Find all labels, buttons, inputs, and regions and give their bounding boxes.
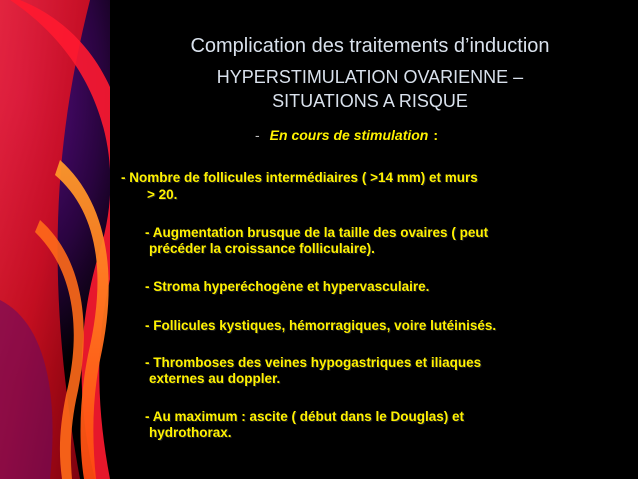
title-line-1: Complication des traitements d’induction [190, 35, 550, 57]
bullet-thrombosis-line1: - Thromboses des veines hypogastriques et iliaques [145, 355, 482, 370]
subheading-colon: : [433, 127, 439, 143]
bullet-ascites-line2: hydrothorax. [149, 425, 232, 440]
bullet-ovary-size-line1: - Augmentation brusque de la taille des ovaires ( peut [145, 225, 489, 240]
bullet-stroma: - Stroma hyperéchogène et hypervasculaire. [145, 279, 430, 294]
bullet-ovary-size-line2: précéder la croissance folliculaire). [149, 241, 375, 256]
bullet-ascites-line1: - Au maximum : ascite ( début dans le Douglas) et [145, 409, 465, 424]
subheading-dash: - [255, 127, 260, 143]
bullet-thrombosis-line2: externes au doppler. [149, 371, 281, 386]
title-line-2: HYPERSTIMULATION OVARIENNE – [216, 67, 524, 87]
bullet-cystic-follicles: - Follicules kystiques, hémorragiques, voire lutéinisés. [145, 318, 497, 333]
bullet-follicles-line1: - Nombre de follicules intermédiaires ( >14 mm) et murs [121, 170, 478, 185]
bullet-follicles-line2: > 20. [147, 187, 178, 202]
subheading-text: En cours de stimulation [269, 127, 429, 143]
title-line-3: SITUATIONS A RISQUE [272, 91, 468, 111]
